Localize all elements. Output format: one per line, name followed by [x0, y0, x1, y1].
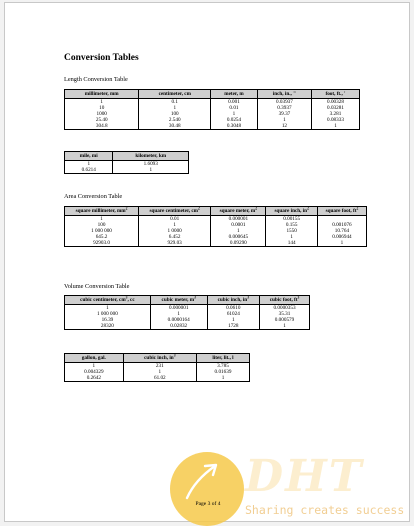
table-cell: 25.40: [65, 117, 139, 123]
superscript: 2: [307, 206, 309, 211]
header-label: cubic inch, in: [144, 355, 174, 361]
document-title: Conversion Tables: [64, 53, 139, 63]
table-cell: 1: [311, 123, 359, 130]
column-header: [207, 296, 259, 305]
volume-table: [64, 295, 310, 330]
table-cell: 39.37: [257, 111, 311, 117]
watermark-brand: DHT: [245, 451, 364, 502]
length-section-heading: Length Conversion Table: [64, 76, 128, 83]
column-header: millimeter, mm: [65, 90, 139, 99]
table-cell: 1: [257, 117, 311, 123]
table-cell: 61024: [207, 311, 259, 317]
table-cell: 1000: [65, 111, 139, 117]
column-header: [65, 296, 151, 305]
table-cell: 0.00155: [266, 216, 317, 223]
table-cell: 0.03281: [311, 105, 359, 111]
table-cell: 0.001076: [317, 222, 366, 228]
table-cell: 100: [65, 222, 139, 228]
superscript: 2: [197, 206, 200, 211]
table-cell: 231: [123, 363, 196, 370]
table-cell: 1: [123, 369, 196, 375]
table-cell: 1: [113, 167, 189, 174]
table-cell: 1 0000: [139, 228, 211, 234]
header-label: cubic inch, in: [217, 297, 248, 303]
table-cell: 0.004329: [65, 369, 124, 375]
table-cell: 35.31: [260, 311, 310, 317]
table-cell: 0.1: [139, 99, 211, 106]
table-cell: 1: [65, 161, 113, 168]
table-cell: 16.39: [65, 317, 151, 323]
table-cell: 0.000645: [211, 234, 266, 240]
table-cell: 0.000001: [150, 305, 207, 312]
column-header: gallon, gal.: [65, 354, 124, 363]
table-cell: 2.540: [139, 117, 211, 123]
table-cell: 6.452: [139, 234, 211, 240]
table-cell: 1: [65, 363, 124, 370]
watermark-tagline: Sharing creates success: [245, 503, 405, 517]
table-cell: 0.3937: [257, 105, 311, 111]
table-cell: 0.09290: [211, 240, 266, 247]
table-cell: 1: [139, 105, 211, 111]
table-cell: 0.6214: [65, 167, 113, 174]
table-cell: 304.8: [65, 123, 139, 130]
header-label: square inch, in: [274, 208, 308, 214]
table-cell: 0.000001: [211, 216, 266, 223]
page-number: Page 3 of 4: [195, 501, 221, 507]
superscript: 2: [125, 206, 128, 211]
table-row: [65, 323, 310, 330]
document-page: [4, 2, 410, 522]
table-cell: 10.764: [317, 228, 366, 234]
table-cell: 0.0001: [211, 222, 266, 228]
table-cell: 1: [139, 222, 211, 228]
mile-kilometer-table: [64, 151, 189, 174]
table-cell: 1: [150, 311, 207, 317]
superscript: 3: [125, 295, 128, 300]
table-cell: 0.02832: [150, 323, 207, 330]
table-cell: 1: [65, 216, 139, 223]
table-cell: 12: [257, 123, 311, 130]
table-cell: 1: [65, 305, 151, 312]
gallon-table: [64, 353, 250, 382]
column-header: [139, 207, 211, 216]
table-cell: 0.000579: [260, 317, 310, 323]
header-label: cubic meter, m: [161, 297, 195, 303]
watermark-arrow-icon: [181, 458, 225, 502]
table-cell: 1 000 000: [65, 311, 151, 317]
table-cell: 144: [266, 240, 317, 247]
table-cell: 929.03: [139, 240, 211, 247]
table-cell: 1: [317, 240, 366, 247]
column-header: [123, 354, 196, 363]
table-cell: 0.01639: [196, 369, 249, 375]
superscript: 2: [356, 206, 359, 211]
table-cell: 0.0000353: [260, 305, 310, 312]
superscript: 3: [247, 295, 249, 300]
table-cell: 30.48: [139, 123, 211, 130]
table-row: [65, 240, 367, 247]
table-row: [65, 375, 250, 382]
column-header: inch, in., ": [257, 90, 311, 99]
header-label: square millimeter, mm: [75, 208, 126, 214]
table-cell: 0.01: [139, 216, 211, 223]
table-cell: 0.0610: [207, 305, 259, 312]
header-label: square meter, m: [219, 208, 256, 214]
header-label: square foot, ft: [325, 208, 357, 214]
table-cell: 0.0000164: [150, 317, 207, 323]
table-cell: 0.03937: [257, 99, 311, 106]
table-row: [65, 167, 189, 174]
table-cell: 0.3048: [211, 123, 258, 130]
table-cell: 1 000 000: [65, 228, 139, 234]
volume-section-heading: Volume Conversion Table: [64, 283, 130, 290]
table-cell: 1: [266, 234, 317, 240]
superscript: 3: [194, 295, 196, 300]
table-cell: 3.281: [311, 111, 359, 117]
table-cell: 1728: [207, 323, 259, 330]
table-cell: 1: [207, 317, 259, 323]
table-cell: 100: [139, 111, 211, 117]
table-cell: 0.08333: [311, 117, 359, 123]
table-cell: 0.001: [211, 99, 258, 106]
column-header: [150, 296, 207, 305]
table-cell: 61.02: [123, 375, 196, 382]
table-cell: 0.00328: [311, 99, 359, 106]
column-header: [211, 207, 266, 216]
table-cell: 1550: [266, 228, 317, 234]
column-header: kilometer, km: [113, 152, 189, 161]
table-cell: 1: [65, 99, 139, 106]
table-cell: 0.2642: [65, 375, 124, 382]
column-header: meter, m: [211, 90, 258, 99]
header-label: cubic foot, ft: [269, 297, 298, 303]
table-cell: 10: [65, 105, 139, 111]
table-cell: 1: [260, 323, 310, 330]
column-header: mile, mi: [65, 152, 113, 161]
column-header: foot, ft., ': [311, 90, 359, 99]
column-header: [260, 296, 310, 305]
superscript: 3: [173, 353, 176, 358]
table-cell: 0.006944: [317, 234, 366, 240]
table-row: [65, 123, 360, 130]
header-suffix: , cc: [127, 297, 135, 303]
table-cell: 645.2: [65, 234, 139, 240]
column-header: liter, lit., l: [196, 354, 249, 363]
table-cell: 28320: [65, 323, 151, 330]
column-header: [65, 207, 139, 216]
length-table: [64, 89, 360, 130]
column-header: [317, 207, 366, 216]
column-header: [266, 207, 317, 216]
table-cell: 3.785: [196, 363, 249, 370]
area-table: [64, 206, 367, 247]
table-cell: 0.01: [211, 105, 258, 111]
column-header: centimeter, cm: [139, 90, 211, 99]
header-label: cubic centimeter, cm: [80, 297, 126, 303]
table-cell: 0.155: [266, 222, 317, 228]
superscript: 3: [297, 295, 300, 300]
area-section-heading: Area Conversion Table: [64, 193, 123, 200]
table-cell: 1: [211, 228, 266, 234]
table-cell: 0.0254: [211, 117, 258, 123]
table-cell: 1.6093: [113, 161, 189, 168]
table-cell: 1: [211, 111, 258, 117]
superscript: 2: [255, 206, 258, 211]
header-label: square centimeter, cm: [149, 208, 198, 214]
table-cell: 92903.0: [65, 240, 139, 247]
table-cell: 1: [196, 375, 249, 382]
